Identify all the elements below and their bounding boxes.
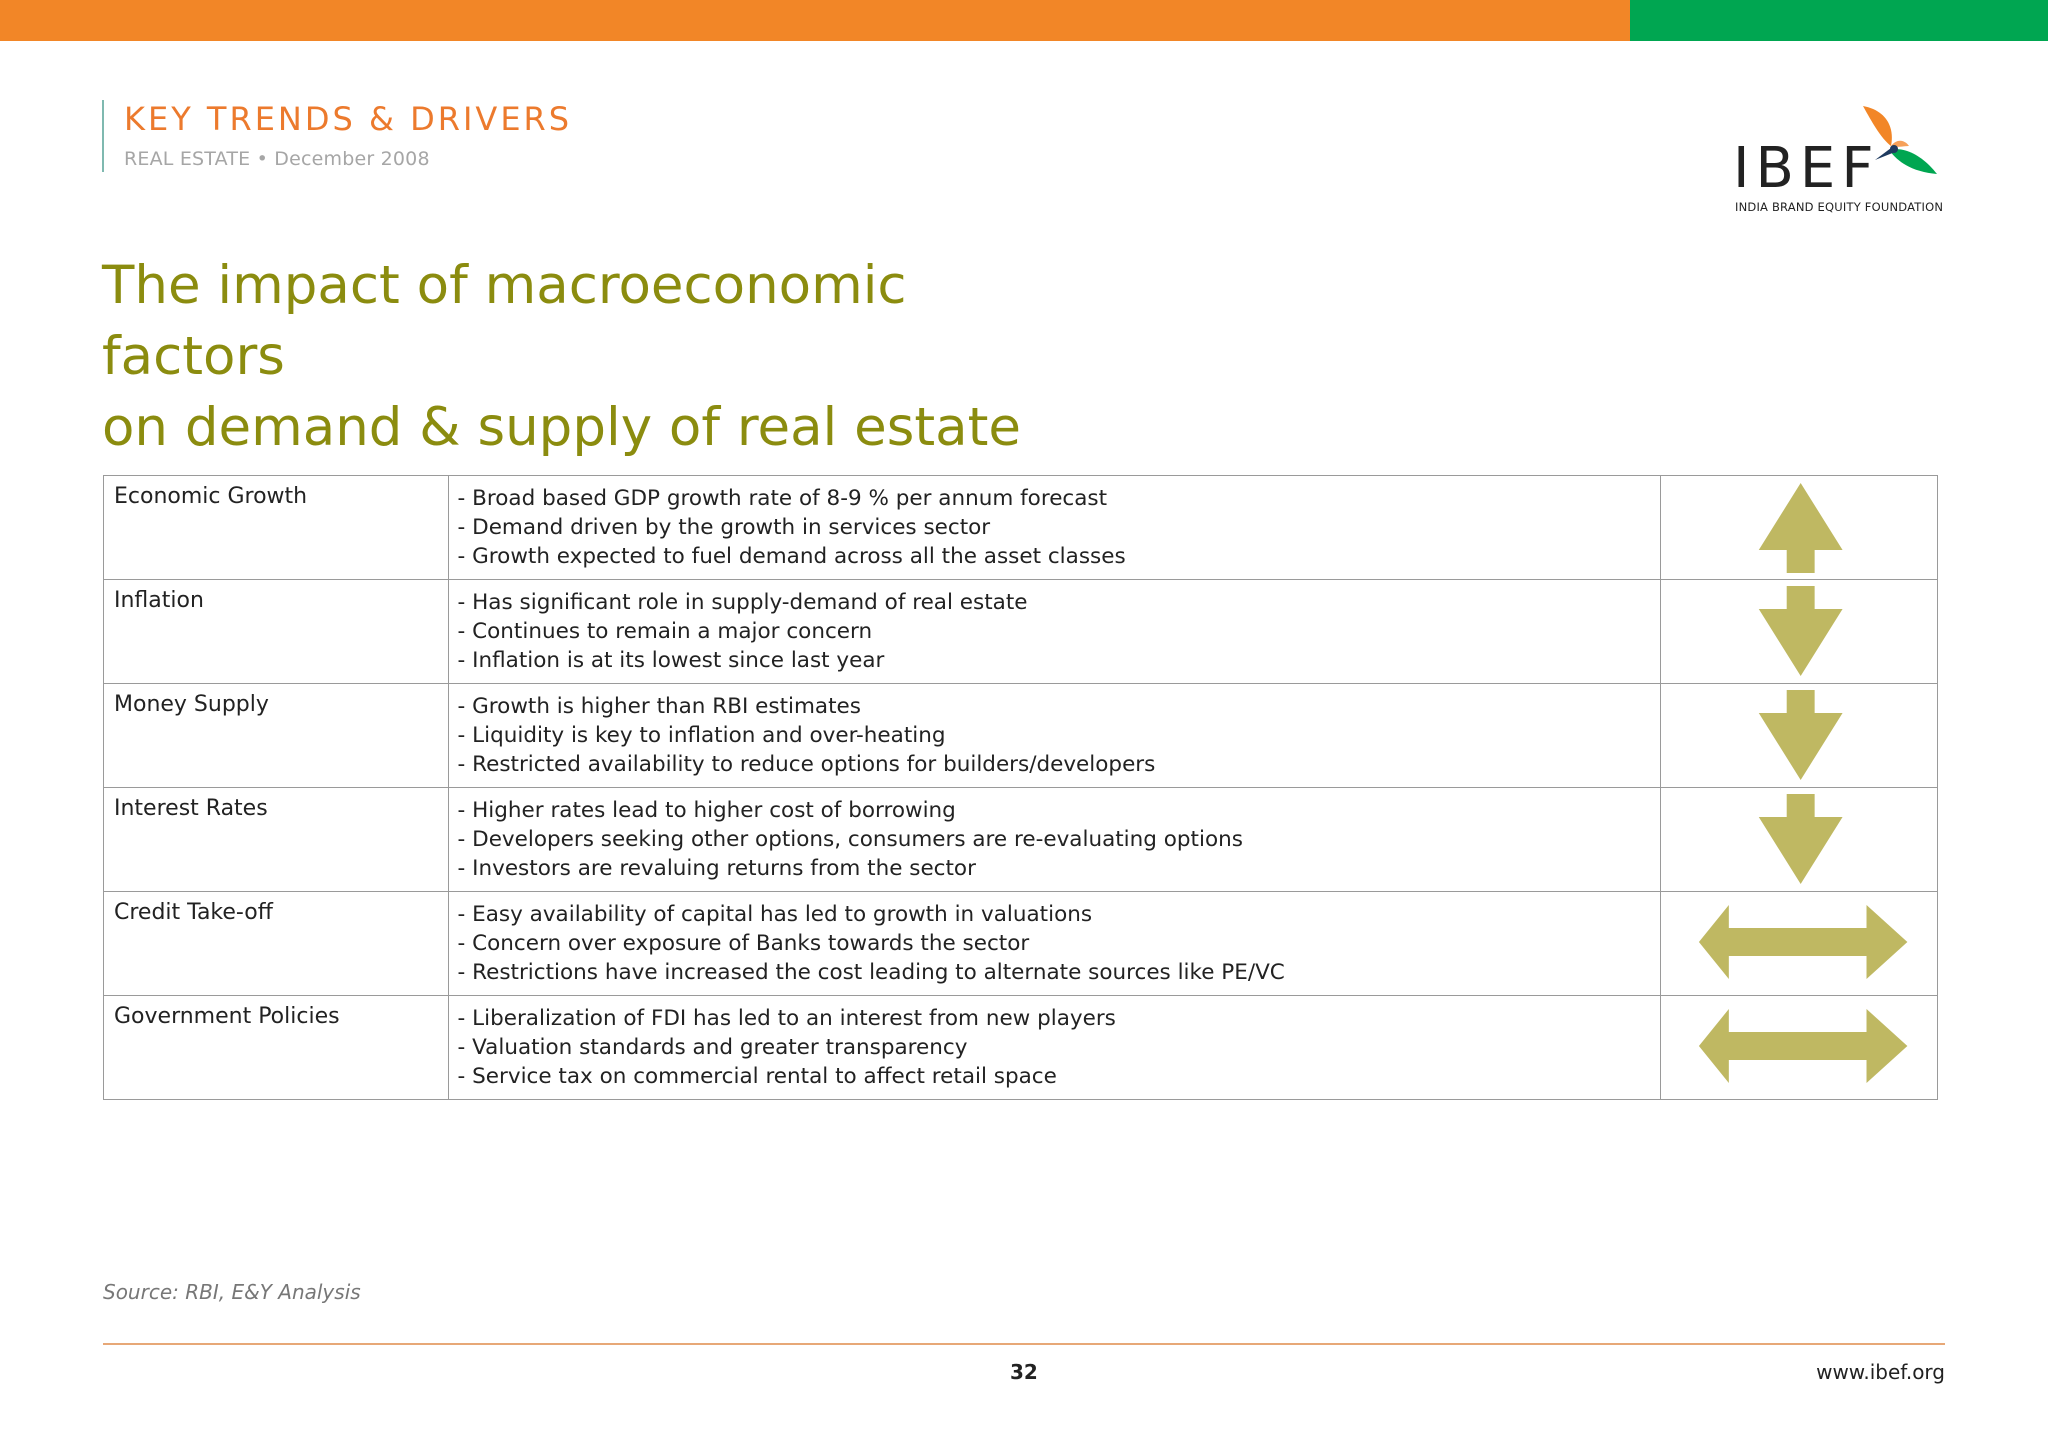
- table-row: [104, 580, 1938, 684]
- table-row: [104, 684, 1938, 788]
- description-point: - Growth expected to fuel demand across all the asset classes: [457, 544, 1126, 569]
- description-cell: [448, 996, 1660, 1100]
- description-point: - Easy availability of capital has led to growth in valuations: [457, 902, 1093, 927]
- description-point: - Valuation standards and greater transparency: [457, 1035, 968, 1060]
- trends-table: [103, 475, 1938, 1100]
- description-point: - Continues to remain a major concern: [457, 619, 873, 644]
- page-number: 32: [1010, 1360, 1038, 1384]
- page-title-line-1: The impact of macroeconomic factors: [102, 255, 907, 387]
- direction-cell: [1660, 476, 1937, 580]
- logo-wordmark: IBEF: [1733, 136, 1880, 201]
- description-point: - Higher rates lead to higher cost of borrowing: [457, 798, 956, 823]
- website-link[interactable]: www.ibef.org: [1816, 1360, 1945, 1384]
- table-row: [104, 996, 1938, 1100]
- top-bar-orange: [0, 0, 1630, 41]
- description-point: - Growth is higher than RBI estimates: [457, 694, 861, 719]
- description-point: - Restrictions have increased the cost leading to alternate sources like PE/VC: [457, 960, 1285, 985]
- table-row: [104, 476, 1938, 580]
- direction-cell: [1660, 996, 1937, 1100]
- factor-cell: Money Supply: [104, 684, 449, 788]
- description-point: - Broad based GDP growth rate of 8-9 % per annum forecast: [457, 486, 1108, 511]
- arrow-up-icon: [1661, 476, 1937, 579]
- logo-tagline: INDIA BRAND EQUITY FOUNDATION: [1735, 200, 1944, 214]
- description-cell: [448, 580, 1660, 684]
- section-header: [102, 100, 572, 172]
- description-point: - Developers seeking other options, consumers are re-evaluating options: [457, 827, 1243, 852]
- description-cell: [448, 788, 1660, 892]
- description-point: - Has significant role in supply-demand of real estate: [457, 590, 1028, 615]
- footer-divider: [103, 1343, 1945, 1345]
- top-bar-green: [1630, 0, 2048, 41]
- factor-cell: Government Policies: [104, 996, 449, 1100]
- description-point: - Investors are revaluing returns from the sector: [457, 856, 976, 881]
- table-row: [104, 788, 1938, 892]
- page-title: [102, 250, 1102, 463]
- description-point: - Service tax on commercial rental to affect retail space: [457, 1064, 1057, 1089]
- section-subtitle: REAL ESTATE • December 2008: [124, 148, 430, 170]
- page-title-line-2: on demand & supply of real estate: [102, 397, 1021, 458]
- direction-cell: [1660, 580, 1937, 684]
- description-point: - Demand driven by the growth in services sector: [457, 515, 991, 540]
- factor-cell: Economic Growth: [104, 476, 449, 580]
- description-point: - Liquidity is key to inflation and over-heating: [457, 723, 946, 748]
- source-note: Source: RBI, E&Y Analysis: [103, 1280, 361, 1304]
- direction-cell: [1660, 892, 1937, 996]
- factor-cell: Inflation: [104, 580, 449, 684]
- description-point: - Concern over exposure of Banks towards the sector: [457, 931, 1030, 956]
- factor-cell: Interest Rates: [104, 788, 449, 892]
- description-point: - Restricted availability to reduce options for builders/developers: [457, 752, 1156, 777]
- description-cell: [448, 892, 1660, 996]
- description-cell: [448, 476, 1660, 580]
- ibef-logo: [1733, 100, 1948, 220]
- section-title: KEY TRENDS & DRIVERS: [124, 100, 573, 138]
- description-point: - Liberalization of FDI has led to an interest from new players: [457, 1006, 1116, 1031]
- arrow-down-icon: [1661, 684, 1937, 787]
- arrow-left-right-icon: [1661, 996, 1937, 1099]
- arrow-down-icon: [1661, 580, 1937, 683]
- description-cell: [448, 684, 1660, 788]
- arrow-left-right-icon: [1661, 892, 1937, 995]
- direction-cell: [1660, 684, 1937, 788]
- table-row: [104, 892, 1938, 996]
- direction-cell: [1660, 788, 1937, 892]
- factor-cell: Credit Take-off: [104, 892, 449, 996]
- arrow-down-icon: [1661, 788, 1937, 891]
- description-point: - Inflation is at its lowest since last year: [457, 648, 885, 673]
